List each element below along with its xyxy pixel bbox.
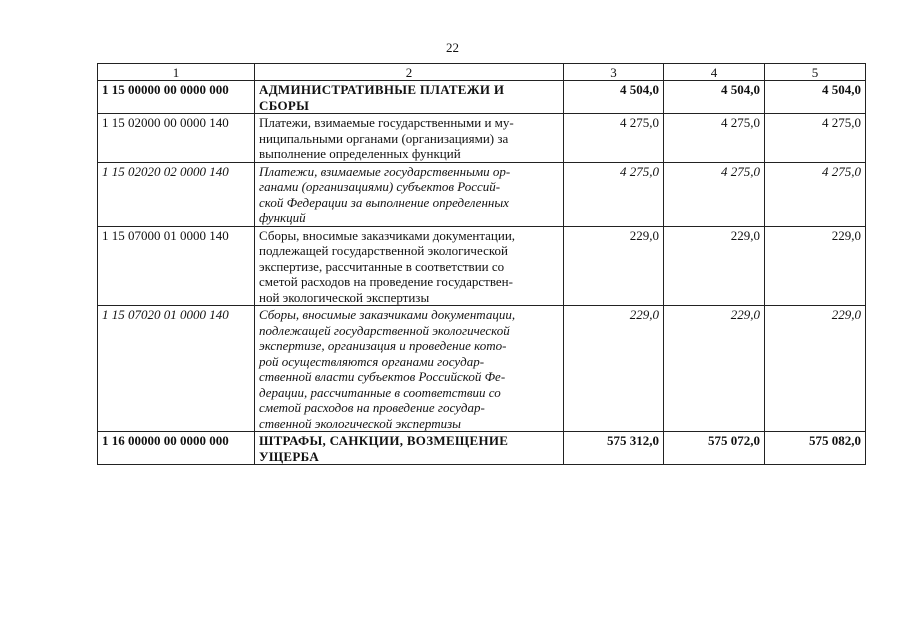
budget-code: 1 15 00000 00 0000 000 — [98, 81, 255, 114]
item-name-line: ниципальными органами (организациями) за — [259, 130, 509, 146]
amount-col3: 4 275,0 — [564, 162, 664, 226]
amount-col3: 229,0 — [564, 306, 664, 432]
budget-code: 1 15 07000 01 0000 140 — [98, 226, 255, 306]
item-name-line: подлежащей государственной экологической — [259, 243, 508, 258]
item-name-line: подлежащей государственной экологической — [259, 322, 510, 338]
amount-col5: 575 082,0 — [765, 432, 866, 465]
item-name-line: функций — [259, 210, 306, 225]
item-name-line: рой осуществляются органами государ- — [259, 353, 485, 369]
item-name-line: ной экологической экспертизы — [259, 289, 430, 305]
amount-col4: 229,0 — [664, 306, 765, 432]
budget-code: 1 15 02020 02 0000 140 — [98, 162, 255, 226]
item-name-line: ственной экологической экспертизы — [259, 415, 461, 431]
amount-col5: 229,0 — [765, 226, 866, 306]
item-name-line: ственной власти субъектов Российской Фе- — [259, 369, 506, 384]
item-name — [255, 432, 564, 465]
budget-table — [97, 63, 866, 465]
amount-col4: 575 072,0 — [664, 432, 765, 465]
item-name — [255, 306, 564, 432]
amount-col3: 4 504,0 — [564, 81, 664, 114]
item-name-line: ШТРАФЫ, САНКЦИИ, ВОЗМЕЩЕНИЕ — [259, 433, 509, 448]
amount-col4: 4 504,0 — [664, 81, 765, 114]
budget-code: 1 16 00000 00 0000 000 — [98, 432, 255, 465]
item-name-line: Сборы, вносимые заказчиками документации, — [259, 227, 516, 243]
budget-code: 1 15 07020 01 0000 140 — [98, 306, 255, 432]
amount-col5: 4 275,0 — [765, 114, 866, 163]
column-number: 5 — [765, 64, 866, 81]
item-name — [255, 162, 564, 226]
item-name-line: УЩЕРБА — [259, 448, 320, 464]
amount-col4: 4 275,0 — [664, 162, 765, 226]
amount-col5: 4 504,0 — [765, 81, 866, 114]
item-name-line: Платежи, взимаемые государственными и му- — [259, 115, 514, 130]
item-name-line: Сборы, вносимые заказчиками документации, — [259, 307, 516, 322]
table-row — [98, 226, 866, 306]
item-name-line: ганами (организациями) субъектов Россий- — [259, 179, 501, 194]
table-row — [98, 162, 866, 226]
table-row — [98, 306, 866, 432]
item-name-line: дерации, рассчитанные в соответствии со — [259, 384, 501, 400]
item-name — [255, 81, 564, 114]
page-number: 22 — [446, 40, 459, 55]
table-row — [98, 81, 866, 114]
column-number: 1 — [98, 64, 255, 81]
amount-col3: 575 312,0 — [564, 432, 664, 465]
column-number: 2 — [255, 64, 564, 81]
item-name — [255, 226, 564, 306]
amount-col3: 4 275,0 — [564, 114, 664, 163]
item-name-line: сметой расходов на проведение государствен- — [259, 274, 513, 289]
table-row — [98, 432, 866, 465]
amount-col4: 4 275,0 — [664, 114, 765, 163]
amount-col5: 229,0 — [765, 306, 866, 432]
table-row — [98, 114, 866, 163]
item-name-line: экспертизе, рассчитанные в соответствии со — [259, 258, 505, 274]
item-name-line: АДМИНИСТРАТИВНЫЕ ПЛАТЕЖИ И — [259, 82, 505, 97]
column-number: 3 — [564, 64, 664, 81]
item-name-line: выполнение определенных функций — [259, 146, 461, 161]
amount-col3: 229,0 — [564, 226, 664, 306]
item-name-line: СБОРЫ — [259, 97, 310, 113]
item-name-line: сметой расходов на проведение государ- — [259, 400, 485, 415]
item-name-line: ской Федерации за выполнение определенных — [259, 194, 509, 210]
amount-col5: 4 275,0 — [765, 162, 866, 226]
budget-code: 1 15 02000 00 0000 140 — [98, 114, 255, 163]
amount-col4: 229,0 — [664, 226, 765, 306]
column-number: 4 — [664, 64, 765, 81]
item-name-line: экспертизе, организация и проведение кото- — [259, 338, 507, 353]
column-number-row — [98, 64, 866, 81]
item-name-line: Платежи, взимаемые государственными ор- — [259, 163, 511, 179]
item-name — [255, 114, 564, 163]
